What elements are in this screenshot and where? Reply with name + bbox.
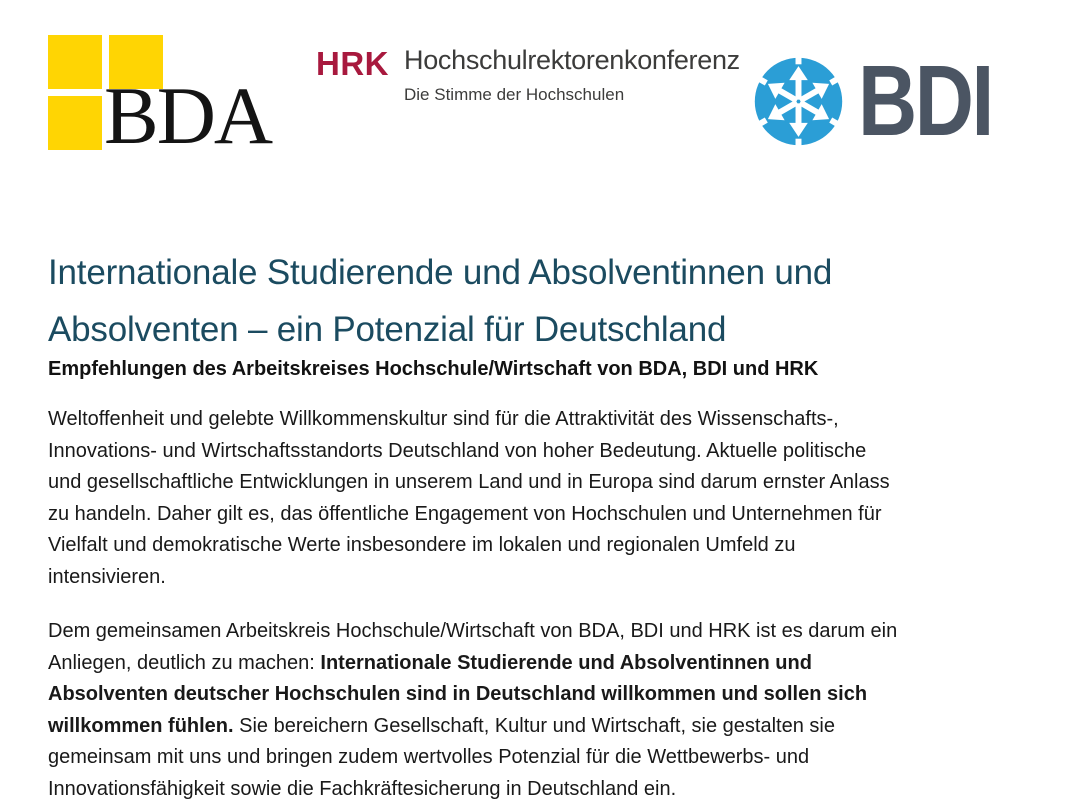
text-segment: Weltoffenheit und gelebte Willkommenskultur sind für die Attraktivität des Wissenschafts-, bbox=[48, 408, 839, 430]
page-title-line-2: Absolventen – ein Potenzial für Deutschland bbox=[48, 310, 727, 349]
bda-wordmark: BDA bbox=[104, 70, 272, 161]
bda-logo bbox=[48, 35, 272, 161]
text-line bbox=[48, 530, 890, 562]
hrk-tagline: Die Stimme der Hochschulen bbox=[404, 85, 625, 104]
text-line bbox=[48, 499, 890, 531]
page-title-line-1: Internationale Studierende und Absolventinnen und bbox=[48, 253, 833, 292]
text-segment: Sie bereichern Gesellschaft, Kultur und Wirtschaft, sie gestalten sie bbox=[233, 714, 835, 737]
paragraph-2 bbox=[48, 616, 897, 805]
hrk-logo bbox=[316, 47, 740, 105]
bdi-logo bbox=[752, 45, 1021, 157]
text-line bbox=[48, 711, 897, 743]
text-segment: Dem gemeinsamen Arbeitskreis Hochschule/Wirtschaft von BDA, BDI und HRK ist es darum ein bbox=[48, 620, 898, 642]
text-segment: Innovations- und Wirtschaftsstandorts Deutschland von hoher Bedeutung. Aktuelle politische bbox=[48, 439, 867, 462]
bdi-wordmark: BDI bbox=[858, 45, 992, 157]
text-line bbox=[48, 648, 897, 680]
text-segment: gemeinsam mit uns und bringen zudem wertvolles Potenzial für die Wettbewerbs- und bbox=[48, 746, 810, 768]
subtitle: Empfehlungen des Arbeitskreises Hochschule/Wirtschaft von BDA, BDI und HRK bbox=[48, 358, 819, 380]
bda-yellow-square-top-left bbox=[48, 35, 102, 89]
text-line bbox=[48, 562, 890, 594]
bold-text-segment: Absolventen deutscher Hochschulen sind in Deutschland willkommen und sollen sich bbox=[48, 683, 868, 705]
bdi-compass-arrows-icon bbox=[752, 55, 845, 148]
hrk-abbreviation: HRK bbox=[316, 45, 389, 82]
text-segment: Innovationsfähigkeit sowie die Fachkräftesicherung in Deutschland ein. bbox=[48, 777, 677, 800]
text-segment: und gesellschaftliche Entwicklungen in unserem Land und in Europa sind darum ernster Anlass bbox=[48, 471, 890, 493]
text-line bbox=[48, 436, 890, 468]
paragraph-1 bbox=[48, 404, 890, 593]
text-line bbox=[48, 742, 897, 774]
hrk-org-name: Hochschulrektorenkonferenz bbox=[404, 45, 740, 75]
text-line bbox=[48, 616, 897, 648]
hrk-text-column bbox=[404, 47, 740, 105]
text-line bbox=[48, 404, 890, 436]
bold-text-segment: Internationale Studierende und Absolventinnen und bbox=[320, 651, 812, 674]
bda-yellow-square-bottom-left bbox=[48, 96, 102, 150]
page-title bbox=[48, 244, 832, 358]
text-line bbox=[48, 679, 897, 711]
text-segment: Vielfalt und demokratische Werte insbesondere im lokalen und regionalen Umfeld zu bbox=[48, 534, 796, 556]
text-line bbox=[48, 467, 890, 499]
bold-text-segment: willkommen fühlen. bbox=[48, 714, 234, 737]
text-line bbox=[48, 774, 897, 806]
text-segment: Anliegen, deutlich zu machen: bbox=[48, 651, 321, 674]
text-segment: intensivieren. bbox=[48, 565, 166, 588]
text-segment: zu handeln. Daher gilt es, das öffentliche Engagement von Hochschulen und Unternehmen für bbox=[48, 502, 882, 525]
